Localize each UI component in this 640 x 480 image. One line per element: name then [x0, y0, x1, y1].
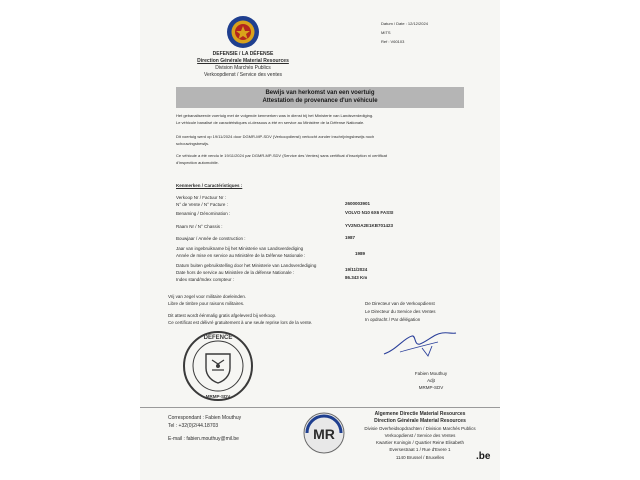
char-label-10: Index stand/Index compteur :	[176, 277, 235, 282]
note-once-nl: Dit attest wordt éénmalig gratis afgeleverd bij verkoop.	[168, 313, 277, 318]
footer-line2: Direction Générale Material Resources	[374, 418, 466, 424]
org-division: Division Marchés Publics	[215, 65, 271, 71]
char-value-out-of-service: 19/11/2024	[345, 267, 368, 272]
footer-line4: Verkoopdienst / Service des Ventes	[384, 433, 456, 438]
ref-label: MITS	[381, 30, 391, 35]
defence-emblem-icon	[226, 15, 260, 49]
signatory-unit: MRMP-SDV	[418, 385, 444, 390]
note-once-fr: Ce certificat est délivré gratuitement à une seule reprise lors de la vente.	[168, 320, 313, 325]
intro-p1-nl: Het gebanaliseerde voertuig met de volgende kenmerken was in dienst bij het Ministerie van Landsverdediging.	[176, 113, 374, 118]
char-value-service-year: 1989	[355, 251, 366, 256]
intro-p1-fr: Le véhicule banalisé de caractéristiques ci-dessous a été en service au Ministère de la Défense Nationale.	[176, 120, 365, 125]
footer-line6: Eversestraat 1 / Rue d'Evere 1	[389, 447, 451, 452]
date-line: Datum / Date : 12/12/2024	[381, 21, 428, 26]
org-directorate: Direction Générale Material Resources	[197, 58, 289, 64]
char-label-3: Benaming / Dénomination :	[176, 211, 231, 216]
signatory-line2: Le Directeur du Service des Ventes	[365, 309, 436, 314]
char-value-odometer: 86.343 Km	[345, 275, 368, 280]
signatory-line3: In opdracht / Par délégation	[365, 317, 421, 322]
char-value-chassis: YV2NOA2E1KB701423	[345, 223, 394, 228]
char-value-build-year: 1987	[345, 235, 356, 240]
char-value-sale-number: 2600003901	[345, 201, 371, 206]
stamp-bottom-text: MRMP-SDV	[205, 394, 231, 399]
intro-p2-nl-2: schouwingsbewijs.	[176, 141, 210, 146]
characteristics-heading: Kenmerken / Caractéristiques :	[176, 183, 243, 188]
char-value-denomination: VOLVO N10 6X6 FASSI	[345, 210, 394, 215]
contact-tel: Tel : +32(0)2/44.18703	[168, 423, 219, 429]
ref-number: Ref : V60103	[381, 39, 405, 44]
contact-correspondent: Correspondant : Fabien Mouthuy	[168, 415, 242, 421]
char-label-7: Année de mise en service au Ministère de la Défense Nationale :	[176, 253, 306, 258]
note-stamp-fr: Libre de timbre pour raisons militaires.	[168, 301, 245, 306]
intro-p2-fr-1: Ce véhicule a été vendu le 19/11/2024 par DGMR-MP-SDV (Service des Ventes) sans certificat d'inscription ni certificat	[176, 153, 388, 158]
mr-logo-icon	[303, 412, 345, 454]
title-banner	[176, 87, 464, 108]
footer-divider	[140, 407, 500, 408]
signature-icon	[382, 328, 458, 360]
char-label-2: N° de Vente / N° Facture :	[176, 202, 228, 207]
be-mark: .be	[476, 451, 491, 462]
title-fr: Attestation de provenance d'un véhicule	[262, 98, 378, 104]
char-label-1: Verkoop Nr / Factuur Nr :	[176, 195, 227, 200]
char-label-9: Date hors de service au Ministère de la défense Nationale :	[176, 270, 295, 275]
note-stamp-nl: Vrij van zegel voor militaire doeleinden.	[168, 294, 247, 299]
signatory-rank: Adjt	[427, 378, 435, 383]
mr-logo-text: MR	[313, 426, 335, 442]
stamp-top-text: DEFENCE	[203, 335, 233, 341]
title-nl: Bewijs van herkomst van een voertuig	[265, 90, 375, 96]
intro-p2-nl-1: Dit voertuig werd op 19/11/2024 door DGMR-MP-SDV (Verkoopdienst) verkocht zonder inschrijvingsbewijs noch	[176, 134, 375, 139]
footer-line3: Divisie Overheidsopdrachten / Division Marchés Publics	[364, 426, 476, 431]
org-service: Verkoopdienst / Service des ventes	[203, 72, 283, 78]
contact-email: E-mail : fabien.mouthuy@mil.be	[168, 436, 239, 442]
org-name: DEFENSIE / LA DÉFENSE	[212, 51, 274, 57]
char-label-4: Raam Nr / N° Chassis :	[176, 224, 223, 229]
signatory-line1: De Directeur van de Verkoopdienst	[365, 301, 435, 306]
intro-p2-fr-2: d'inspection automobile.	[176, 160, 219, 165]
char-label-5: Bouwjaar / Année de construction :	[176, 236, 246, 241]
footer-line1: Algemene Directie Material Resources	[374, 411, 466, 417]
footer-line5: Kwartier Koningin / Quartier Reine Elisabeth	[375, 440, 465, 445]
char-label-8: Datum buiten gebruikstelling door het Ministerie van Landsverdediging	[176, 263, 317, 268]
char-label-6: Jaar van ingebruikname bij het Ministerie van Landsverdediging	[176, 246, 304, 251]
defence-stamp-icon	[182, 330, 254, 402]
footer-line7: 1140 Brussel / Bruxelles	[395, 455, 445, 460]
signatory-name: Fabien Mouthuy	[414, 371, 448, 376]
